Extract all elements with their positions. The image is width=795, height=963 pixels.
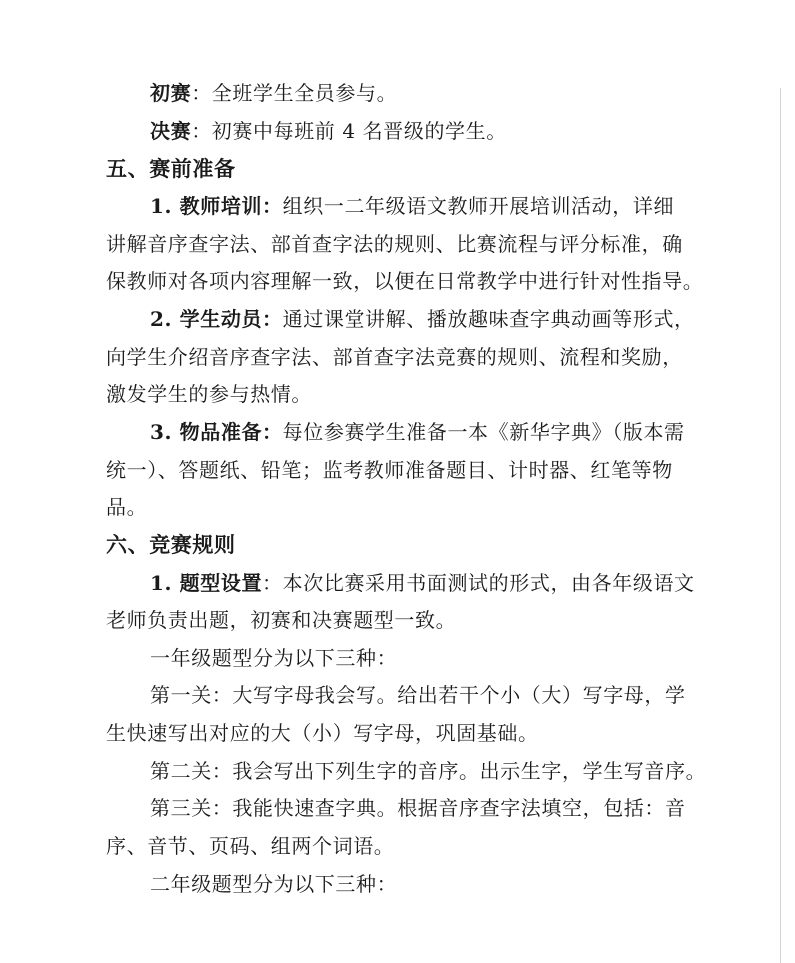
line-preliminary — [150, 77, 397, 109]
label-question-types: 1. 题型设置 — [150, 571, 263, 595]
line-question-types-2: 老师负责出题，初赛和决赛题型一致。 — [106, 608, 457, 632]
text-student-mobilization: 通过课堂讲解、播放趣味查字典动画等形式， — [282, 307, 695, 331]
text-question-types: ：本次比赛采用书面测试的形式，由各年级语文 — [262, 571, 695, 595]
line-grade1-level3: 第三关：我能快速查字典。根据音序查字法填空，包括：音 — [150, 796, 686, 820]
line-student-mobilization — [150, 303, 695, 335]
line-grade1-intro: 一年级题型分为以下三种： — [150, 646, 398, 670]
line-grade1-level1-2: 生快速写出对应的大（小）写字母，巩固基础。 — [106, 721, 539, 745]
line-teacher-training-2: 讲解音序查字法、部首查字法的规则、比赛流程与评分标准，确 — [106, 232, 683, 256]
line-student-mobilization-2: 向学生介绍音序查字法、部首查字法竞赛的规则、流程和奖励， — [106, 345, 683, 369]
line-materials-2: 统一）、答题纸、铅笔；监考教师准备题目、计时器、红笔等物 — [106, 458, 673, 482]
line-grade1-level1: 第一关：大写字母我会写。给出若干个小（大）写字母，学 — [150, 683, 686, 707]
line-final — [150, 115, 507, 147]
text-materials: 每位参赛学生准备一本《新华字典》（版本需 — [282, 420, 685, 444]
text-preliminary: ：全班学生全员参与。 — [191, 81, 398, 105]
line-teacher-training-3: 保教师对各项内容理解一致，以便在日常教学中进行针对性指导。 — [106, 269, 704, 293]
label-materials: 3. 物品准备： — [150, 420, 283, 444]
label-student-mobilization: 2. 学生动员： — [150, 307, 283, 331]
label-teacher-training: 1. 教师培训： — [150, 194, 283, 218]
line-materials — [150, 416, 685, 448]
line-grade2-intro: 二年级题型分为以下三种： — [150, 872, 398, 896]
label-final: 决赛 — [150, 119, 192, 143]
line-question-types — [150, 567, 695, 599]
line-materials-3: 品。 — [106, 495, 148, 519]
line-grade1-level2: 第二关：我会写出下列生字的音序。出示生字，学生写音序。 — [150, 759, 707, 783]
line-teacher-training — [150, 190, 674, 222]
text-final: ：初赛中每班前 4 名晋级的学生。 — [191, 119, 507, 143]
page-edge — [780, 88, 781, 963]
section-heading-6: 六、竞赛规则 — [106, 532, 236, 557]
label-preliminary: 初赛 — [150, 81, 192, 105]
section-heading-5: 五、赛前准备 — [106, 156, 236, 181]
text-teacher-training: 组织一二年级语文教师开展培训活动，详细 — [282, 194, 675, 218]
line-grade1-level3-2: 序、音节、页码、组两个词语。 — [106, 834, 395, 858]
line-student-mobilization-3: 激发学生的参与热情。 — [106, 382, 312, 406]
